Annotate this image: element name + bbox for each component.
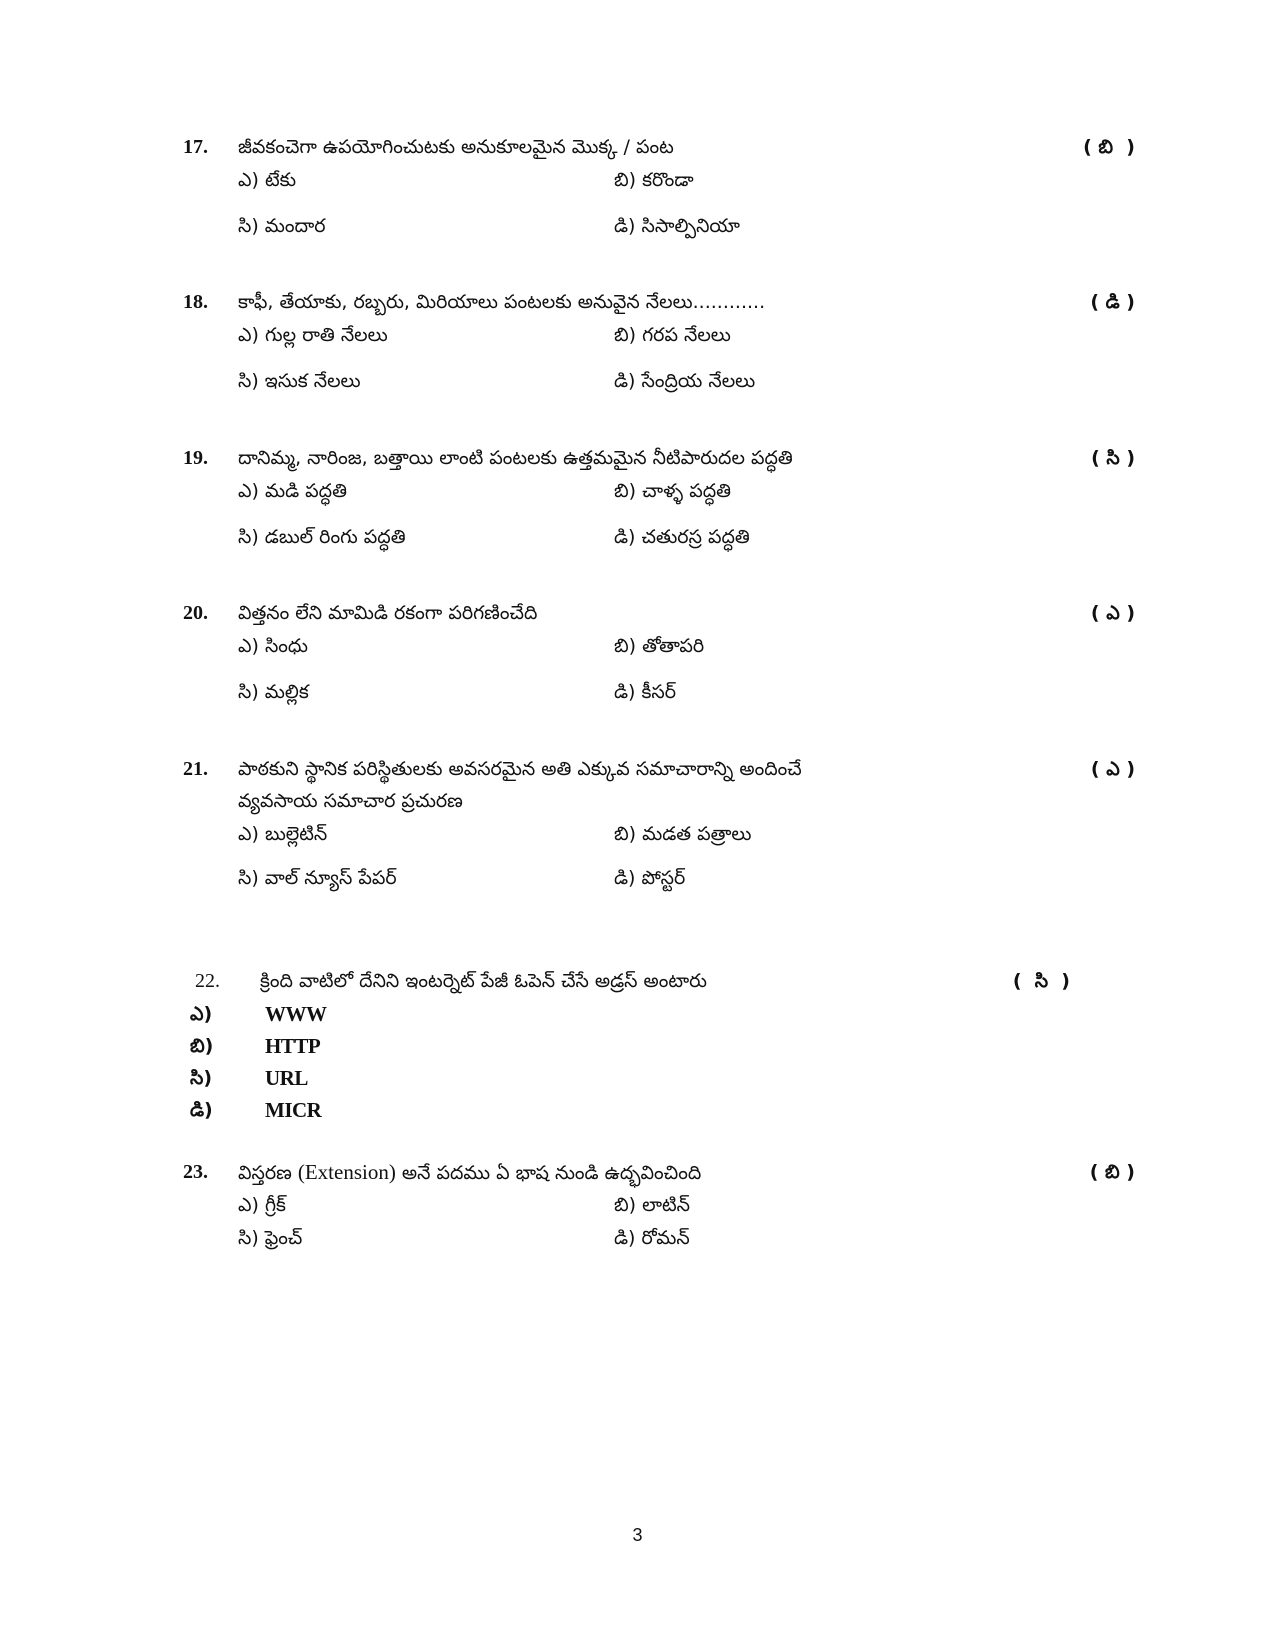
question-21 bbox=[183, 753, 1135, 897]
option-d: డి) రోమన్ bbox=[614, 1227, 690, 1249]
option-label: సి) bbox=[190, 1067, 213, 1089]
option-c: సి) డబుల్ రింగు పద్ధతి bbox=[238, 526, 406, 548]
option-a: ఎ) మడి పద్ధతి bbox=[238, 480, 347, 502]
option-d: డి) చతురస్ర పద్ధతి bbox=[614, 526, 750, 548]
question-text-continued: వ్యవసాయ సమాచార ప్రచురణ bbox=[238, 790, 463, 812]
question-text bbox=[238, 1156, 878, 1189]
question-number: 21. bbox=[183, 758, 208, 780]
option-a: ఎ) సింధు bbox=[238, 635, 308, 657]
option-b: బి) గరప నేలలు bbox=[614, 324, 731, 346]
option-value: WWW bbox=[265, 1002, 327, 1026]
option-label: బి) bbox=[190, 1035, 214, 1057]
option-a: ఎ) గ్రీక్ bbox=[238, 1194, 286, 1216]
option-d: డి) పోస్టర్ bbox=[614, 867, 686, 889]
question-number: 17. bbox=[183, 136, 208, 158]
option-c: సి) మల్లిక bbox=[238, 681, 309, 703]
answer-key: ( ఎ ) bbox=[1090, 758, 1135, 780]
option-value: HTTP bbox=[265, 1034, 321, 1058]
answer-key: ( సి ) bbox=[1091, 447, 1135, 469]
question-22 bbox=[190, 965, 1070, 997]
option-b: బి) తోతాపరి bbox=[614, 635, 705, 657]
question-text: విత్తనం లేని మామిడి రకంగా పరిగణించేది bbox=[238, 602, 538, 624]
option-b: బి) మడత పత్రాలు bbox=[614, 823, 752, 845]
option-d: డి) సేంద్రియ నేలలు bbox=[614, 370, 756, 392]
option-c: సి) ఫ్రెంచ్ bbox=[238, 1227, 303, 1249]
question-text-part: అనే పదము ఏ భాష నుండి ఉద్భవించింది bbox=[395, 1162, 702, 1184]
question-text: క్రింది వాటిలో దేనిని ఇంటర్నెట్ పేజీ ఓపెన్ చేసే అడ్రస్ అంటారు bbox=[260, 970, 707, 992]
question-number: 22. bbox=[195, 970, 220, 992]
option-b: బి) లాటిన్ bbox=[614, 1194, 691, 1216]
question-number: 20. bbox=[183, 602, 208, 624]
question-text-english: (Extension) bbox=[297, 1160, 396, 1184]
question-number: 19. bbox=[183, 447, 208, 469]
option-value: MICR bbox=[265, 1098, 322, 1122]
option-d: డి) కీసర్ bbox=[614, 681, 677, 703]
option-value: URL bbox=[265, 1066, 308, 1090]
answer-key: ( డి ) bbox=[1090, 291, 1135, 313]
option-c: సి) వాల్ న్యూస్ పేపర్ bbox=[238, 867, 397, 889]
option-a: ఎ) బుల్లెటిన్ bbox=[238, 823, 328, 845]
question-number: 23. bbox=[183, 1161, 208, 1183]
question-20 bbox=[183, 597, 1135, 709]
option-c: సి) ఇసుక నేలలు bbox=[238, 370, 361, 392]
question-text: కాఫీ, తేయాకు, రబ్బరు, మిరియాలు పంటలకు అనువైన నేలలు............ bbox=[238, 291, 766, 313]
answer-key: ( ఎ ) bbox=[1090, 602, 1135, 624]
question-23 bbox=[183, 1156, 1135, 1258]
option-b: బి) కరొండా bbox=[614, 169, 694, 191]
option-d: డి) సిసాల్పినియా bbox=[614, 215, 740, 237]
question-18 bbox=[183, 286, 1135, 398]
option-label: ఎ) bbox=[190, 1003, 213, 1025]
question-text: దానిమ్మ, నారింజ, బత్తాయి లాంటి పంటలకు ఉత్తమమైన నీటిపారుదల పద్ధతి bbox=[238, 447, 793, 469]
question-text: పాఠకుని స్థానిక పరిస్థితులకు అవసరమైన అతి ఎక్కువ సమాచారాన్ని అందించే bbox=[238, 758, 802, 780]
option-c: సి) మందార bbox=[238, 215, 326, 237]
page-number: 3 bbox=[632, 1525, 643, 1545]
question-text-part: విస్తరణ bbox=[238, 1162, 298, 1184]
question-17 bbox=[183, 131, 1135, 243]
option-a: ఎ) టేకు bbox=[238, 169, 297, 191]
question-number: 18. bbox=[183, 291, 208, 313]
question-text: జీవకంచెగా ఉపయోగించుటకు అనుకూలమైన మొక్క / పంట bbox=[238, 136, 674, 158]
option-b: బి) చాళ్ళ పద్ధతి bbox=[614, 480, 732, 502]
question-19 bbox=[183, 442, 1135, 554]
answer-key: ( బి ) bbox=[1089, 1161, 1135, 1183]
option-label: డి) bbox=[190, 1099, 213, 1121]
option-a: ఎ) గుల్ల రాతి నేలలు bbox=[238, 324, 388, 346]
answer-key: ( బి ) bbox=[1083, 136, 1135, 158]
answer-key: ( సి ) bbox=[1012, 970, 1070, 992]
